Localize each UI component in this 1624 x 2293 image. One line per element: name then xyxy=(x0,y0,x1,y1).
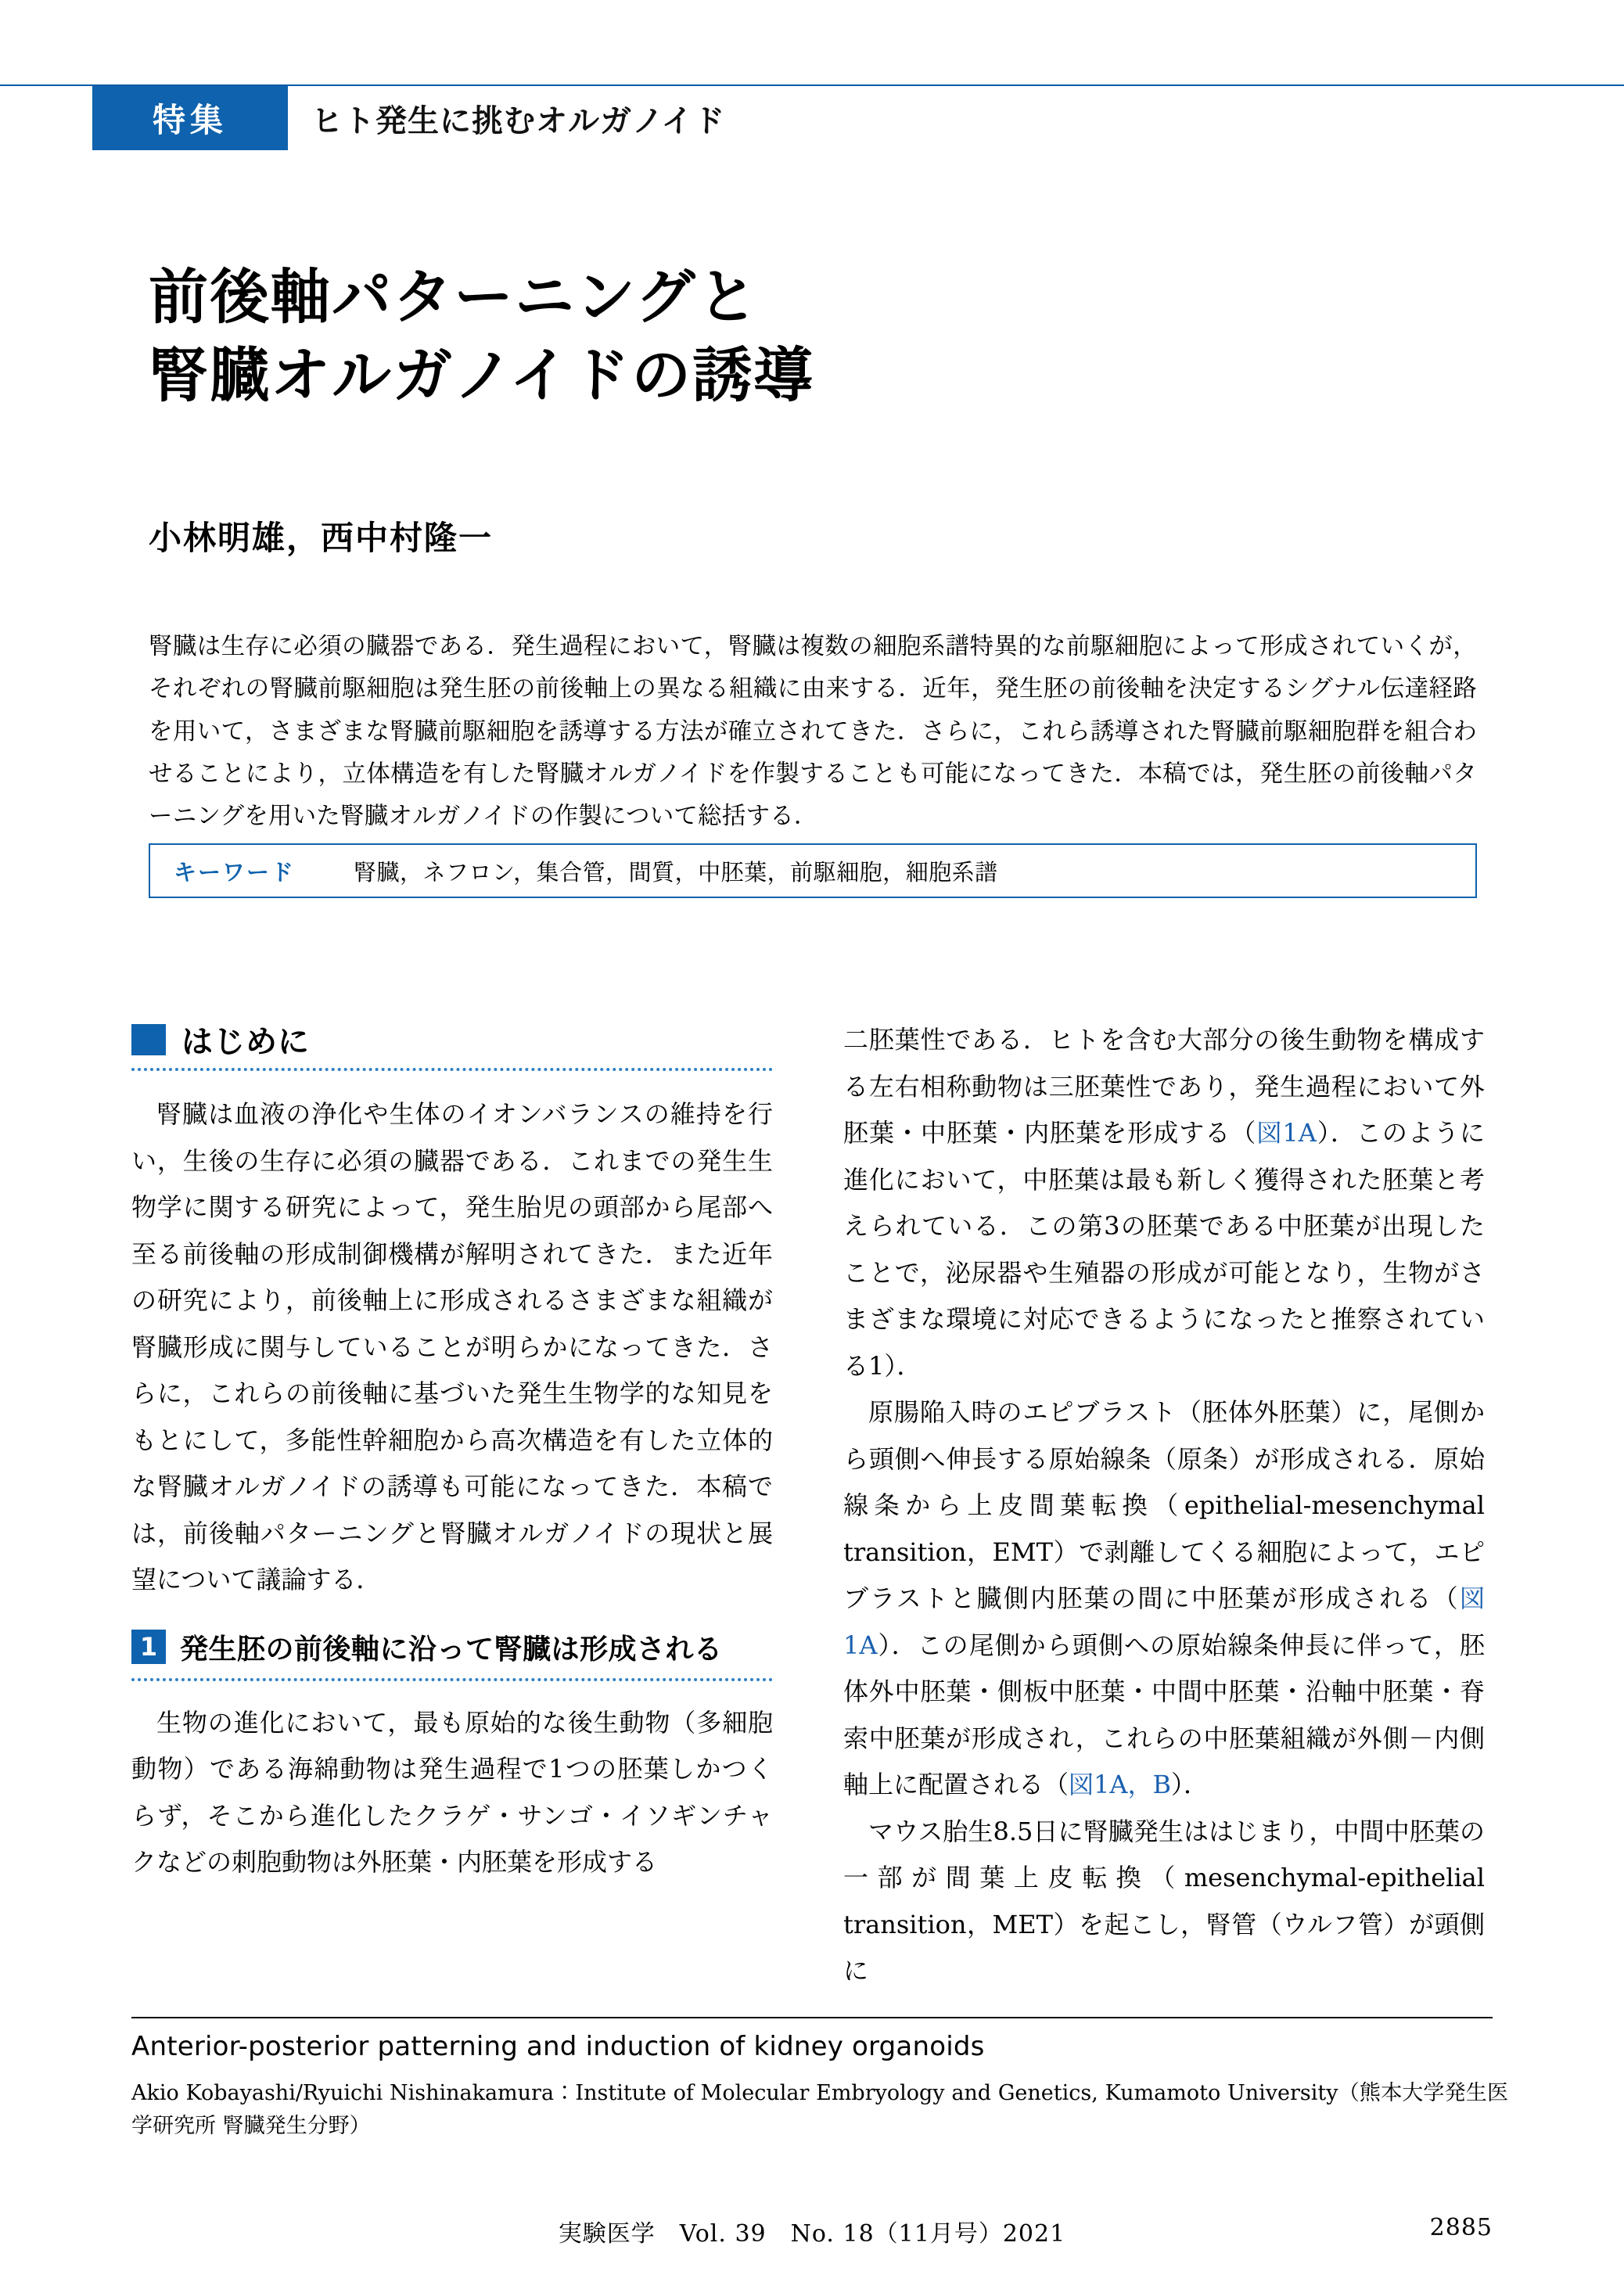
feature-tag: 特集 xyxy=(92,86,288,150)
right-column xyxy=(843,1017,1485,1995)
intro-paragraph: 腎臓は血液の浄化や生体のイオンバランスの維持を行い，生後の生存に必須の臓器である．これまでの発生生物学に関する研究によって，発生胎児の頭部から尾部へ至る前後軸の形成制御機構が解明されてきた．また近年の研究により，前後軸上に形成されるさまざまな組織が腎臓形成に関与していることが明らかになってきた．さらに，これらの前後軸に基づいた発生生物学的な知見をもとにして，多能性幹細胞から高次構造を有した立体的な腎臓オルガノイドの誘導も可能になってきた．本稿では，前後軸パターニングと腎臓オルガノイドの現状と展望について議論する． xyxy=(131,1099,773,1595)
section-number-1: 1 xyxy=(131,1630,166,1664)
feature-banner xyxy=(0,84,1624,150)
section-divider xyxy=(131,1068,773,1071)
article-title-line2: 腎臓オルガノイドの誘導 xyxy=(149,340,815,411)
article-title xyxy=(149,258,1518,415)
right-p1-part-a: 二胚葉性である．ヒトを含む大部分の後生動物を構成する左右相称動物は三胚葉性であり，発生過程において外胚葉・中胚葉・内胚葉を形成する（ xyxy=(843,1025,1485,1148)
section-title-1: 発生胚の前後軸に沿って腎臓は形成される xyxy=(180,1633,723,1666)
page-number: 2885 xyxy=(1429,2214,1493,2241)
right-paragraph-1 xyxy=(843,1017,1485,1389)
section-heading-1 xyxy=(131,1627,773,1667)
right-paragraph-3: マウス胎生8.5日に腎臓発生ははじまり，中間中胚葉の一部が間葉上皮転換（mesenchymal-epithelial transition，MET）を起こし，腎管（ウルフ管）が頭側に xyxy=(843,1816,1485,1986)
footer-english-title: Anterior-posterior patterning and induction of kidney organoids xyxy=(131,2031,985,2062)
article-abstract: 腎臓は生存に必須の臓器である．発生過程において，腎臓は複数の細胞系譜特異的な前駆細胞によって形成されていくが，それぞれの腎臓前駆細胞は発生胚の前後軸上の異なる組織に由来する．近年，発生胚の前後軸を決定するシグナル伝達経路を用いて，さまざまな腎臓前駆細胞を誘導する方法が確立されてきた．さらに，これら誘導された腎臓前駆細胞群を組合わせることにより，立体構造を有した腎臓オルガノイドを作製することも可能になってきた．本稿では，発生胚の前後軸パターニングを用いた腎臓オルガノイドの作製について総括する． xyxy=(149,633,1477,831)
left-column xyxy=(131,1017,773,1886)
figure-ref-1a-2[interactable]: 図1A xyxy=(843,1583,1485,1660)
keywords-list: 腎臓，ネフロン，集合管，間質，中胚葉，前駆細胞，細胞系譜 xyxy=(354,858,998,886)
right-p2-part-c: ）． xyxy=(1171,1770,1209,1800)
right-paragraph-2 xyxy=(843,1389,1485,1809)
keywords-label: キーワード xyxy=(174,858,296,886)
right-p2-part-a: 原腸陥入時のエピブラスト（胚体外胚葉）に，尾側から頭側へ伸長する原始線条（原条）が形成される．原始線条から上皮間葉転換（epithelial-mesenchymal transition，EMT）で剥離してくる細胞によって，エピブラストと臓側内胚葉の間に中胚葉が形成される（ xyxy=(843,1397,1485,1614)
article-title-line1: 前後軸パターニングと xyxy=(149,262,759,332)
right-p2-part-b: ）．この尾側から頭側への原始線条伸長に伴って，胚体外中胚葉・側板中胚葉・中間中胚葉・沿軸中胚葉・脊索中胚葉が形成され，これらの中胚葉組織が外側－内側軸上に配置される（ xyxy=(843,1630,1485,1800)
footer-divider xyxy=(131,2017,1493,2018)
section-divider-1 xyxy=(131,1678,773,1681)
journal-info: 実験医学 Vol. 39 No. 18（11月号）2021 xyxy=(558,2220,1066,2248)
figure-ref-1a[interactable]: 図1A xyxy=(1256,1118,1317,1148)
figure-ref-1ab[interactable]: 図1A，B xyxy=(1069,1770,1172,1800)
section-heading-intro xyxy=(131,1017,773,1062)
section-marker-icon xyxy=(131,1024,166,1055)
keywords-box xyxy=(149,843,1477,898)
footer-affiliation: Akio Kobayashi/Ryuichi Nishinakamura：Institute of Molecular Embryology and Genetics, Kumamoto University（熊本大学発生医学研究所 腎臓発生分野） xyxy=(131,2081,1508,2138)
feature-subtitle: ヒト発生に挑むオルガノイド xyxy=(311,102,726,139)
right-p1-part-b: ）．このように進化において，中胚葉は最も新しく獲得された胚葉と考えられている．この第3の胚葉である中胚葉が出現したことで，泌尿器や生殖器の形成が可能となり，生物がさまざまな環境に対応できるようになったと推察されている1）． xyxy=(843,1118,1485,1381)
article-authors: 小林明雄，西中村隆一 xyxy=(149,519,494,557)
section1-paragraph-1: 生物の進化において，最も原始的な後生動物（多細胞動物）である海綿動物は発生過程で1つの胚葉しかつくらず，そこから進化したクラゲ・サンゴ・イソギンチャクなどの刺胞動物は外胚葉・内胚葉を形成する xyxy=(131,1707,773,1878)
section-title-intro: はじめに xyxy=(181,1024,310,1060)
